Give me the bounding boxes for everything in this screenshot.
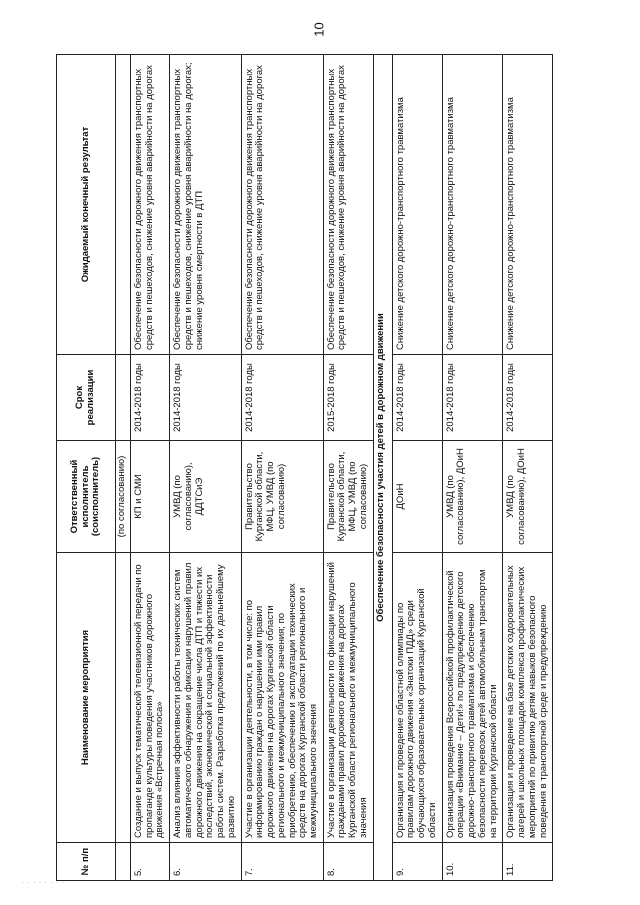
row-executor: УМВД (по согласованию), ДОиН bbox=[503, 441, 553, 553]
row-num: 6. bbox=[170, 843, 241, 881]
row-name: Создание и выпуск тематической телевизионной передачи по пропаганде культуры поведения участников дорожного движения «Встречная полоса» bbox=[131, 553, 170, 843]
row-period: 2014-2018 годы bbox=[241, 355, 323, 441]
row-name: Организация проведения Всероссийской профилактической операции «Внимание – Дети!» по предупреждению детского дорожно-транспортного травматизма и обеспечению безопасности перевозок детей автомобильным транспортом на территории Курганской области bbox=[442, 553, 503, 843]
row-num: 5. bbox=[131, 843, 170, 881]
continuation-cell-result bbox=[116, 55, 131, 355]
page-number: 10 bbox=[311, 22, 327, 37]
row-executor: УМВД (по согласованию), ДОиН bbox=[442, 441, 503, 553]
header-period: Срок реализации bbox=[57, 355, 116, 441]
header-result: Ожидаемый конечный результат bbox=[57, 55, 116, 355]
row-period: 2014-2018 годы bbox=[392, 355, 442, 441]
scan-artifact: · · · · · · · · bbox=[22, 880, 65, 886]
row-result: Обеспечение безопасности дорожного движения транспортных средств и пешеходов, снижение уровня аварийности на дорогах bbox=[241, 55, 323, 355]
table-row bbox=[241, 55, 323, 881]
row-period: 2014-2018 годы bbox=[131, 355, 170, 441]
header-num: № п/п bbox=[57, 843, 116, 881]
continuation-row bbox=[116, 55, 131, 881]
row-result: Обеспечение безопасности дорожного движения транспортных средств и пешеходов, снижение уровня аварийности на дорогах bbox=[323, 55, 373, 355]
continuation-cell-num bbox=[116, 843, 131, 881]
row-executor: УМВД (по согласованию), ДДТСиЭ bbox=[170, 441, 241, 553]
row-name: Организация и проведение областной олимпиады по правилам дорожного движения «Знатоки ПДД» среди обучающихся образовательных организаций Курганской области bbox=[392, 553, 442, 843]
row-num: 8. bbox=[323, 843, 373, 881]
header-name: Наименование мероприятия bbox=[57, 553, 116, 843]
row-num: 11. bbox=[503, 843, 553, 881]
row-name: Участие в организации деятельности по фиксации нарушений гражданами правил дорожного движения на дорогах Курганской области регионального и межмуниципального значения bbox=[323, 553, 373, 843]
measures-table bbox=[56, 54, 553, 881]
table-row bbox=[503, 55, 553, 881]
continuation-executor: (по согласованию) bbox=[116, 441, 131, 553]
row-num: 7. bbox=[241, 843, 323, 881]
section-title: Обеспечение безопасности участия детей в дорожном движении bbox=[373, 55, 392, 881]
row-result: Снижение детского дорожно-транспортного травматизма bbox=[392, 55, 442, 355]
row-result: Обеспечение безопасности дорожного движения транспортных средств и пешеходов, снижение уровня аварийности на дорогах bbox=[131, 55, 170, 355]
section-row bbox=[373, 55, 392, 881]
rotated-content bbox=[56, 55, 628, 881]
row-num: 10. bbox=[442, 843, 503, 881]
row-result: Обеспечение безопасности дорожного движения транспортных средств и пешеходов, снижение уровня аварийности на дорогах; снижение уровня смертности в ДТП bbox=[170, 55, 241, 355]
table-row bbox=[131, 55, 170, 881]
row-executor: КП и СМИ bbox=[131, 441, 170, 553]
rotated-page-area bbox=[56, 55, 628, 881]
table-row bbox=[442, 55, 503, 881]
row-period: 2014-2018 годы bbox=[170, 355, 241, 441]
continuation-cell-period bbox=[116, 355, 131, 441]
row-period: 2014-2018 годы bbox=[442, 355, 503, 441]
row-result: Снижение детского дорожно-транспортного травматизма bbox=[442, 55, 503, 355]
table-row bbox=[323, 55, 373, 881]
row-period: 2015-2018 годы bbox=[323, 355, 373, 441]
row-name: Участие в организации деятельности, в том числе: по информированию граждан о нарушении ими правил дорожного движения на дорогах Курганской области регионального и межмуниципального значения; по приобретению, обеспечению и эксплуатации технических средств на дорогах Курганской области регионального и межмуниципального значения bbox=[241, 553, 323, 843]
table-row bbox=[170, 55, 241, 881]
row-executor: Правительство Курганской области, МФЦ, УМВД (по согласованию) bbox=[323, 441, 373, 553]
continuation-cell-name bbox=[116, 553, 131, 843]
row-name: Анализ влияния эффективности работы технических систем автоматического обнаружения и фиксации нарушений правил дорожного движения на сокращение числа ДТП и тяжести их последствий, экономической и социальной эффективности работы систем. Разработка предложений по их дальнейшему развитию bbox=[170, 553, 241, 843]
table-row bbox=[392, 55, 442, 881]
row-num: 9. bbox=[392, 843, 442, 881]
row-executor: ДОиН bbox=[392, 441, 442, 553]
table-header-row bbox=[57, 55, 116, 881]
row-period: 2014-2018 годы bbox=[503, 355, 553, 441]
row-name: Организация и проведение на базе детских оздоровительных лагерей и школьных площадок комплекса профилактических мероприятий по привитию детям навыков безопасного поведения в транспортной среде и предупреждению bbox=[503, 553, 553, 843]
header-executor: Ответственный исполнитель (соисполнитель) bbox=[57, 441, 116, 553]
row-result: Снижение детского дорожно-транспортного травматизма bbox=[503, 55, 553, 355]
row-executor: Правительство Курганской области, МФЦ, УМВД (по согласованию) bbox=[241, 441, 323, 553]
